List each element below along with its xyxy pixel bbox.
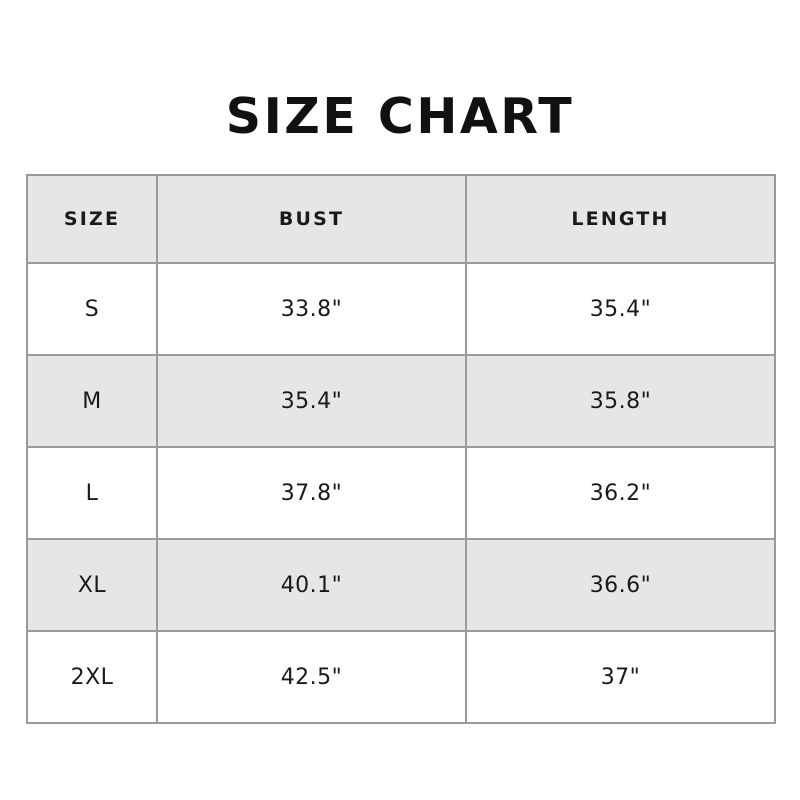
table-row — [27, 631, 775, 723]
size-chart-table — [26, 174, 776, 724]
table-row — [27, 447, 775, 539]
table-row — [27, 355, 775, 447]
column-header-length: LENGTH — [466, 175, 775, 263]
cell-size: XL — [27, 539, 157, 631]
cell-bust: 40.1" — [157, 539, 466, 631]
cell-size: S — [27, 263, 157, 355]
cell-length: 35.4" — [466, 263, 775, 355]
page-title: SIZE CHART — [225, 88, 575, 145]
cell-bust: 35.4" — [157, 355, 466, 447]
table-header — [27, 175, 775, 263]
cell-bust: 42.5" — [157, 631, 466, 723]
table-body — [27, 263, 775, 723]
table-header-row — [27, 175, 775, 263]
cell-size: L — [27, 447, 157, 539]
cell-length: 35.8" — [466, 355, 775, 447]
size-chart-table-container — [26, 174, 774, 724]
column-header-size: SIZE — [27, 175, 157, 263]
cell-length: 36.2" — [466, 447, 775, 539]
column-header-bust: BUST — [157, 175, 466, 263]
table-row — [27, 539, 775, 631]
cell-bust: 33.8" — [157, 263, 466, 355]
cell-length: 36.6" — [466, 539, 775, 631]
cell-size: M — [27, 355, 157, 447]
cell-bust: 37.8" — [157, 447, 466, 539]
cell-length: 37" — [466, 631, 775, 723]
cell-size: 2XL — [27, 631, 157, 723]
table-row — [27, 263, 775, 355]
